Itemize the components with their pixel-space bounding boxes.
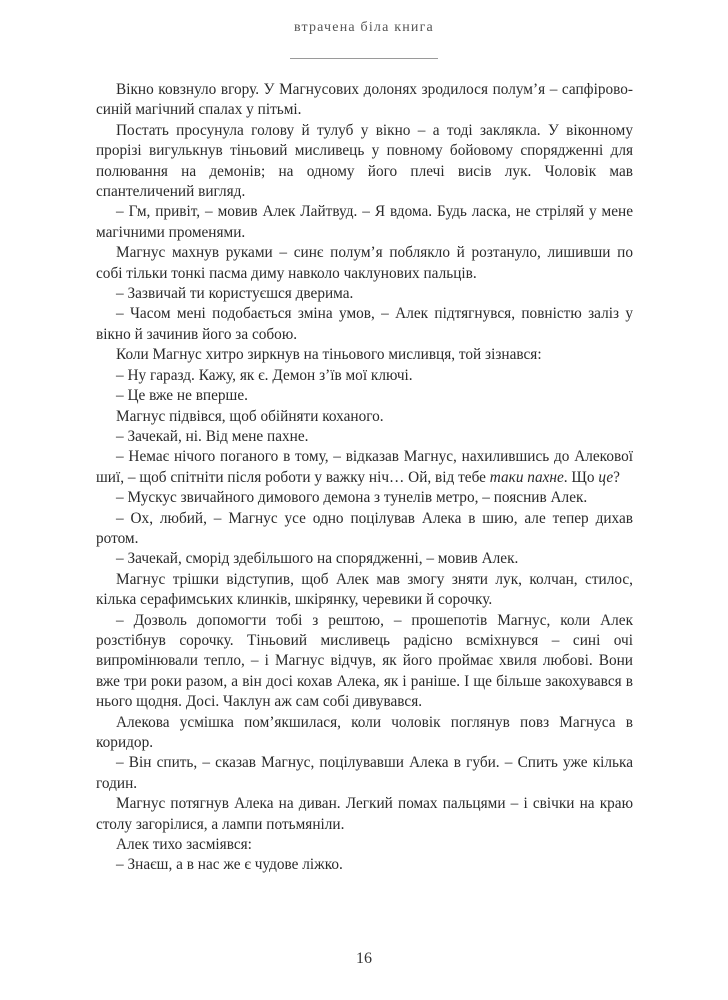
paragraph: – Він спить, – сказав Магнус, поцілувавши Алека в губи. – Спить уже кілька годин. xyxy=(96,754,633,792)
paragraph: – Зачекай, ні. Від мене пахне. xyxy=(116,427,309,445)
paragraph: – Ну гаразд. Кажу, як є. Демон з’їв мої ключі. xyxy=(116,366,413,384)
paragraph: Магнус підвівся, щоб обійняти коханого. xyxy=(116,407,384,425)
page-number: 16 xyxy=(356,950,372,967)
emphasis: таки пахне xyxy=(489,468,564,486)
paragraph: – Гм, привіт, – мовив Алек Лайтвуд. – Я вдома. Будь ласка, не стріляй у мене магічними променями. xyxy=(96,203,633,241)
paragraph: Постать просунула голову й тулуб у вікно – а тоді заклякла. У віконному прорізі вигулькнув тіньовий мисливець у повному бойовому спорядженні для полювання на демонів; на одному його плечі висів лук. Чоловік мав спантеличений вигляд. xyxy=(96,121,633,201)
paragraph: – Зачекай, сморід здебільшого на спорядженні, – мовив Алек. xyxy=(116,550,519,568)
header-rule xyxy=(290,58,438,59)
running-head: втрачена біла книга xyxy=(294,20,434,35)
paragraph: Вікно ковзнуло вгору. У Магнусових долонях зродилося полум’я – сапфірово-синій магічний спалах у пітьмі. xyxy=(96,81,633,119)
paragraph: Коли Магнус хитро зиркнув на тіньового мисливця, той зізнався: xyxy=(116,346,542,364)
paragraph: – Ох, любий, – Магнус усе одно поцілував Алека в шию, але тепер дихав ротом. xyxy=(96,509,633,547)
paragraph: – Дозволь допомогти тобі з рештою, – прошепотів Магнус, коли Алек розстібнув сорочку. Тіньовий мисливець радісно всміхнувся – сині очі випромінювали тепло, – і Магнус відчув, як його проймає хвиля любові. Вони вже три роки разом, а він досі кохав Алека, як і раніше. І ще більше закохувався в нього щодня. Досі. Чаклун аж сам собі дивувався. xyxy=(96,611,633,711)
paragraph: Магнус махнув руками – синє полум’я поблякло й розтануло, лишивши по собі тільки тонкі пасма диму навколо чаклунових пальців. xyxy=(96,244,633,282)
paragraph: – Мускус звичайного димового демона з тунелів метро, – пояснив Алек. xyxy=(116,489,588,507)
paragraph: – Знаєш, а в нас же є чудове ліжко. xyxy=(116,856,343,874)
body-text xyxy=(96,80,633,876)
paragraph: – Немає нічого поганого в тому, – відказав Магнус, нахилившись до Алекової шиї, – щоб спітніти після роботи у важку ніч… Ой, від тебе таки пахне. Що це? xyxy=(96,448,633,486)
paragraph: – Часом мені подобається зміна умов, – Алек підтягнувся, повністю заліз у вікно й зачинив його за собою. xyxy=(96,305,633,343)
paragraph: – Це вже не вперше. xyxy=(116,387,248,405)
emphasis: це xyxy=(598,468,614,486)
paragraph: Алекова усмішка пом’якшилася, коли чоловік поглянув повз Магнуса в коридор. xyxy=(96,713,633,751)
paragraph: Алек тихо засміявся: xyxy=(116,836,252,854)
paragraph: Магнус потягнув Алека на диван. Легкий помах пальцями – і свічки на краю столу загорілися, а лампи потьмяніли. xyxy=(96,795,633,833)
paragraph: Магнус трішки відступив, щоб Алек мав змогу зняти лук, колчан, стилос, кілька серафимських клинків, шкірянку, черевики й сорочку. xyxy=(96,570,633,609)
paragraph: – Зазвичай ти користуєшся дверима. xyxy=(116,285,354,303)
